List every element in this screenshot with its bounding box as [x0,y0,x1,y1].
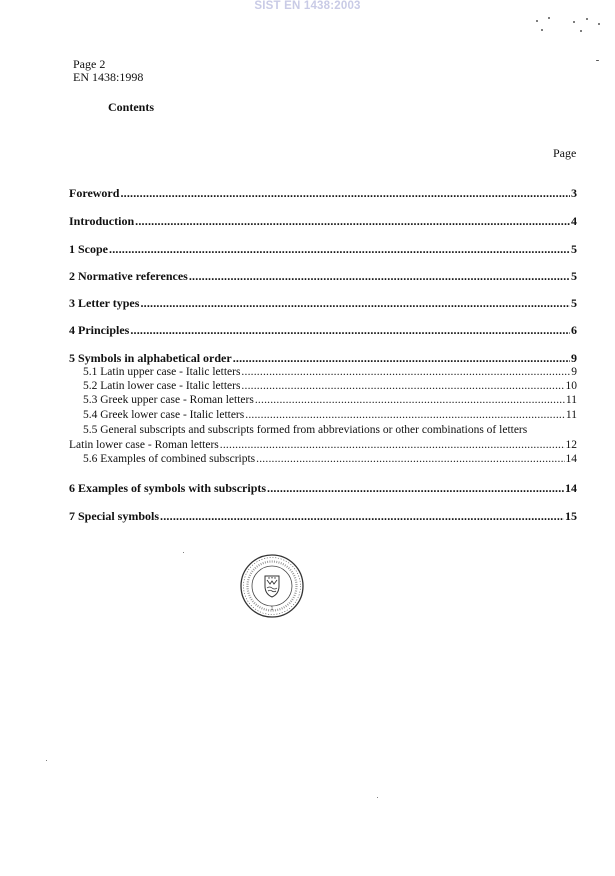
toc-entry-normative-references[interactable] [69,270,577,283]
scan-speck [183,552,184,553]
toc-subentry-5-6[interactable] [83,453,577,466]
scan-speck [377,797,378,798]
dot-leader [189,270,570,283]
dot-leader [241,380,564,393]
toc-entry-page: 10 [565,380,577,392]
toc-entry-page: 5 [571,242,577,256]
toc-entry-label: 5.6 Examples of combined subscripts [83,453,256,465]
toc-entry-label: 4 Principles [69,323,130,337]
scan-speck [541,29,543,31]
toc-entry-scope[interactable] [69,243,577,256]
dot-leader [241,366,570,379]
toc-entry-label: 5 Symbols in alphabetical order [69,351,232,365]
dot-leader [267,482,564,495]
toc-entry-label: 7 Special symbols [69,509,160,523]
toc-entry-examples-subscripts[interactable] [69,482,577,495]
toc-entry-label: 5.2 Latin lower case - Italic letters [83,380,241,392]
toc-entry-page: 15 [565,509,577,523]
toc-entry-page: 5 [571,269,577,283]
toc-entry-page: 11 [565,394,577,406]
toc-entry-principles[interactable] [69,324,577,337]
toc-entry-page: 11 [565,409,577,421]
dot-leader [130,324,570,337]
dot-leader [135,215,570,228]
scan-speck [573,21,575,23]
toc-entry-page: 9 [571,351,577,365]
scan-speck [46,760,47,761]
contents-title: Contents [108,100,155,114]
toc-entry-page: 14 [565,453,577,465]
toc-entry-label: Latin lower case - Roman letters [69,439,219,451]
toc-entry-label: 5.3 Greek upper case - Roman letters [83,394,254,406]
dot-leader [160,510,564,523]
toc-entry-page: 12 [565,439,577,451]
toc-entry-page: 4 [571,214,577,228]
toc-entry-label: 6 Examples of symbols with subscripts [69,481,267,495]
toc-entry-label: 1 Scope [69,242,108,256]
scan-speck [598,23,600,25]
toc-entry-symbols[interactable] [69,352,577,365]
toc-subentry-5-5-line1[interactable]: 5.5 General subscripts and subscripts formed from abbreviations or other combinations of letters [83,424,528,436]
dot-leader [256,453,564,466]
watermark: SIST EN 1438:2003 [254,0,361,12]
toc-entry-letter-types[interactable] [69,297,577,310]
header-standard-number: EN 1438:1998 [73,70,144,84]
institute-seal-stamp-icon [239,553,305,619]
toc-entry-label: 2 Normative references [69,269,188,283]
scan-speck [548,17,550,19]
toc-entry-page: 5 [571,296,577,310]
toc-subentry-5-4[interactable] [83,409,577,422]
toc-entry-page: 6 [571,323,577,337]
dot-leader [255,394,565,407]
scan-speck [586,18,588,20]
toc-subentry-5-5[interactable] [69,439,577,452]
toc-subentry-5-1[interactable] [83,366,577,379]
dot-leader [233,352,570,365]
scan-speck [596,60,599,61]
toc-entry-page: 9 [571,366,577,378]
scan-speck [580,30,582,32]
header-page-number: Page 2 [73,57,106,71]
dot-leader [220,439,565,452]
toc-subentry-5-2[interactable] [83,380,577,393]
toc-entry-label: Introduction [69,214,135,228]
dot-leader [245,409,565,422]
toc-entry-label: 5.4 Greek lower case - Italic letters [83,409,245,421]
toc-subentry-5-3[interactable] [83,394,577,407]
scan-speck [536,20,538,22]
toc-entry-label: 5.1 Latin upper case - Italic letters [83,366,241,378]
toc-entry-introduction[interactable] [69,215,577,228]
toc-entry-foreword[interactable] [69,187,577,200]
dot-leader [109,243,570,256]
toc-entry-page: 3 [571,186,577,200]
dot-leader [140,297,570,310]
toc-entry-page: 14 [565,481,577,495]
svg-text:1: 1 [270,606,274,612]
toc-entry-label: Foreword [69,186,120,200]
dot-leader [120,187,570,200]
toc-entry-label: 3 Letter types [69,296,140,310]
toc-entry-special-symbols[interactable] [69,510,577,523]
page-column-label: Page [553,146,577,160]
